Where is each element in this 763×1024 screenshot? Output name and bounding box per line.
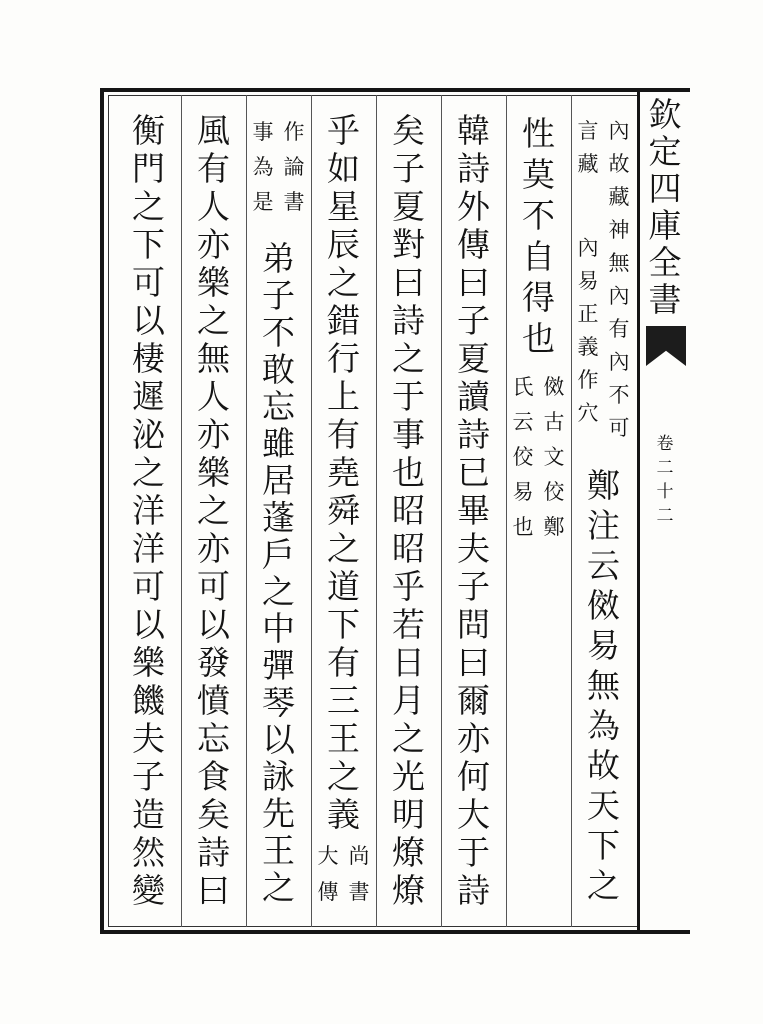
main-text-line: 衡門之下可以棲遲泌之洋洋可以樂饑夫子造然變 [132, 111, 165, 910]
main-text-line: 乎如星辰之錯行上有堯舜之道下有三王之義 [327, 111, 360, 834]
main-text [246, 240, 311, 906]
text-column-7 [181, 0, 246, 1024]
annotation-right-line: 傚古文佼鄭 [543, 375, 565, 539]
main-text-line: 弟子不敢忘雖居蓬戶之中彈琴以詠先王之 [262, 239, 295, 907]
main-text [506, 113, 571, 359]
center-strip [640, 0, 690, 1024]
annotation-left-line: 氏云佼易也 [512, 375, 534, 539]
main-text-line: 韓詩外傳曰子夏讀詩已畢夫子問曰爾亦何大于詩 [457, 111, 490, 910]
main-text [571, 466, 636, 906]
text-column-3 [441, 0, 506, 1024]
annotation-left-line [575, 115, 601, 445]
text-column-5 [311, 0, 376, 1024]
main-text-line: 矣子夏對曰詩之于事也昭昭乎若日月之光明燎燎 [392, 111, 425, 910]
text-column-8 [116, 0, 181, 1024]
fish-tail-mark [646, 326, 686, 366]
text-column-1 [571, 0, 636, 1024]
annotation-left-line: 事為是 [252, 120, 274, 214]
book-title-block [640, 96, 690, 318]
volume-label: 卷二十二 [656, 434, 674, 526]
annotation-right-line: 作論書 [283, 120, 305, 214]
text-column-6 [246, 0, 311, 1024]
text-column-2 [506, 0, 571, 1024]
annotation-right-line: 尚書 [348, 844, 370, 904]
main-text-line: 鄭注云傚易無為故天下之 [587, 466, 620, 905]
annotation [506, 370, 571, 545]
volume-block [640, 432, 690, 528]
main-text-line: 性莫不自得也 [522, 114, 555, 358]
main-text [116, 112, 181, 910]
book-title: 欽定四庫全書 [648, 95, 682, 319]
main-text [181, 112, 246, 910]
annotation [311, 838, 376, 910]
annotation [571, 115, 636, 445]
annotation [246, 115, 311, 220]
annotation-left-line: 大傳 [317, 844, 339, 904]
annotation-right-line: 內故藏神無內有內不可 [608, 119, 630, 440]
annotation-left-part-b: 內易正義作穴 [577, 236, 599, 425]
main-text-line: 風有人亦樂之無人亦樂之亦可以發憤忘食矣詩曰 [197, 111, 230, 910]
annotation-left-part-a: 言藏 [577, 119, 599, 176]
main-text [376, 112, 441, 910]
text-column-4 [376, 0, 441, 1024]
main-text [441, 112, 506, 910]
main-text [311, 112, 376, 834]
